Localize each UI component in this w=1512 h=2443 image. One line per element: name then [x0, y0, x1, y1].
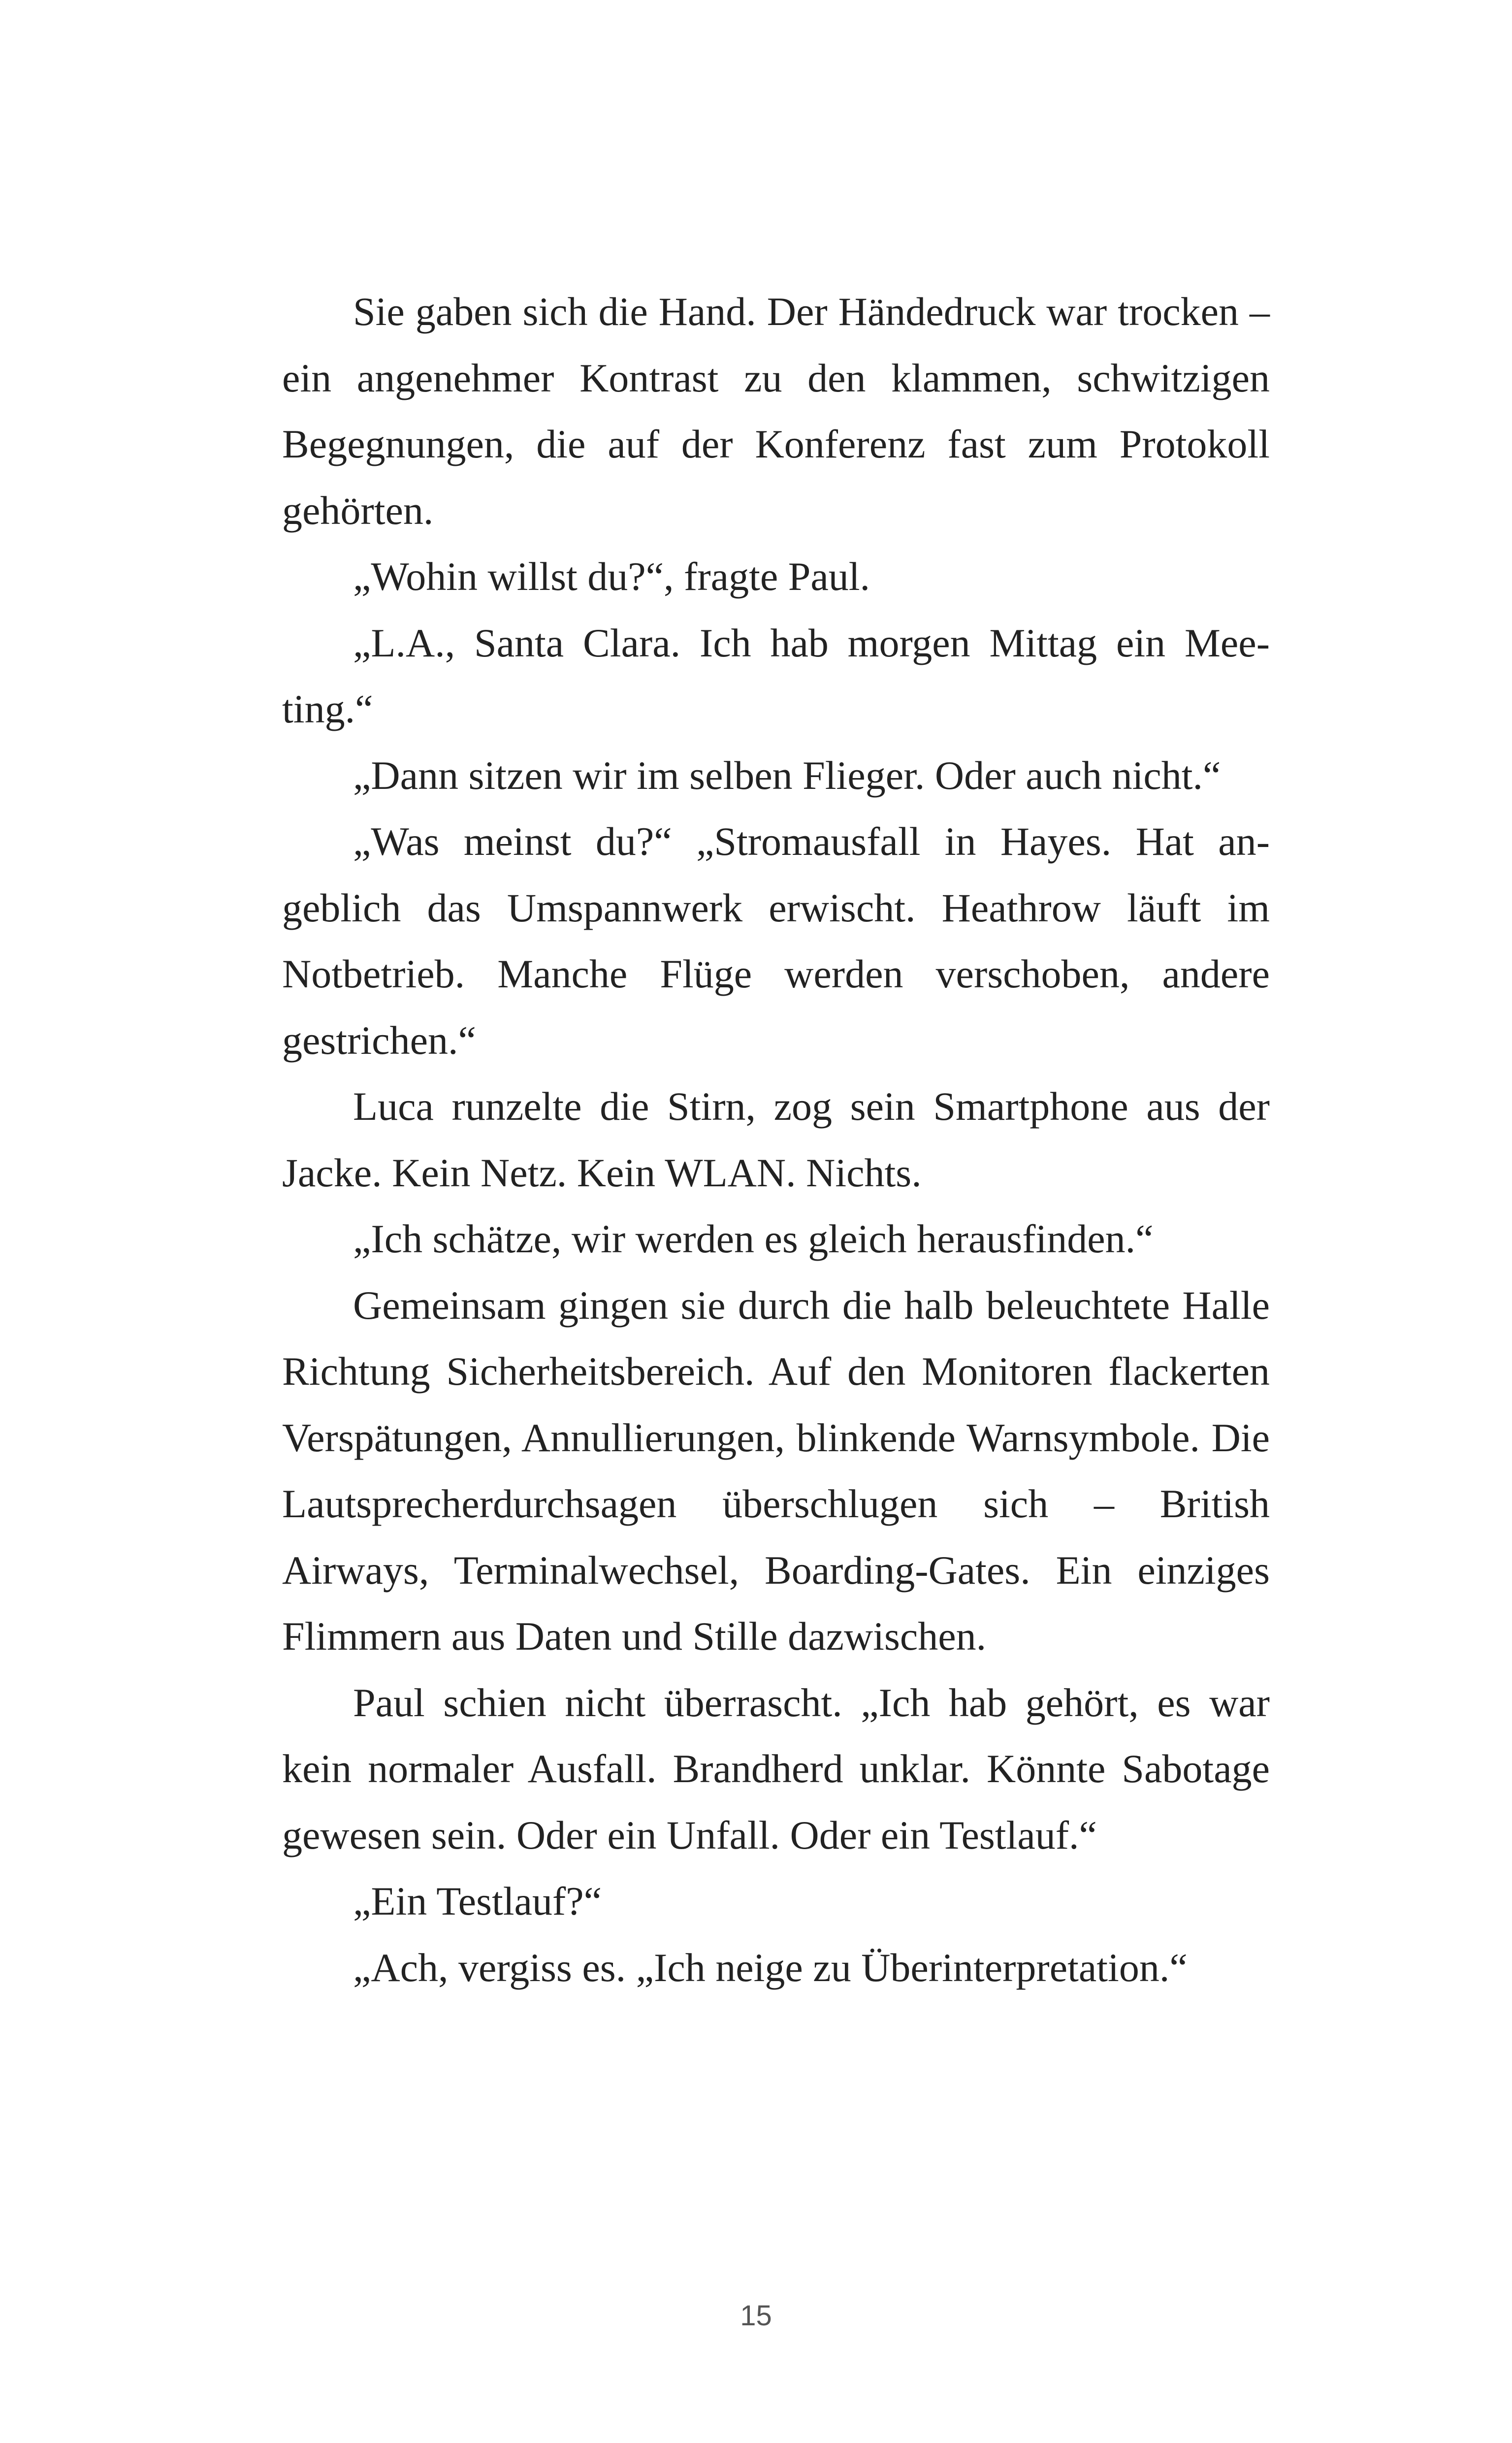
paragraph-forget-it: „Ach, vergiss es. „Ich neige zu Überinterpretation.“ [353, 1945, 1188, 1990]
paragraph-same-flight: „Dann sitzen wir im selben Flieger. Oder auch nicht.“ [353, 752, 1221, 798]
paragraph-find-out: „Ich schätze, wir werden es gleich herausfinden.“ [353, 1216, 1154, 1261]
paragraph-power-outage: „Was meinst du?“ „Stromausfall in Hayes. Hat angeblich das Umspannwerk erwischt. Heathrow läuft im Notbetrieb. Manche Flüge werden verschoben, andere gestrichen.“ [282, 819, 1270, 1063]
paragraph-test-run: „Ein Testlauf?“ [353, 1879, 602, 1923]
paragraph-where-to: „Wohin willst du?“, fragte Paul. [353, 554, 870, 599]
paragraph-terminal-hall: Gemeinsam gingen sie durch die halb beleuchtete Halle Richtung Sicherheitsbereich. Auf den Monitoren flackerten Verspätungen, Annullierungen, blinkende Warnsymbole. Die Lautsprecherdurchsagen überschlugen sich – British Airways, Terminalwechsel, Boarding-Gates. Ein einziges Flimmern aus Daten und Stille dazwischen. [282, 1282, 1270, 1659]
paragraph-smartphone: Luca runzelte die Stirn, zog sein Smartphone aus der Jacke. Kein Netz. Kein WLAN. Nichts. [282, 1084, 1270, 1195]
paragraph-not-normal: Paul schien nicht überrascht. „Ich hab gehört, es war kein normaler Ausfall. Brandherd unklar. Könnte Sabotage gewesen sein. Oder ein Unfall. Oder ein Testlauf.“ [282, 1680, 1270, 1857]
page-number: 15 [740, 2300, 772, 2332]
paragraph-handshake: Sie gaben sich die Hand. Der Händedruck war trocken – ein angenehmer Kontrast zu den klammen, schwitzigen Begegnungen, die auf der Konferenz fast zum Protokoll gehörten. [282, 289, 1270, 533]
body-text [282, 279, 1270, 2001]
paragraph-santa-clara: „L.A., Santa Clara. Ich hab morgen Mittag ein Meeting.“ [282, 620, 1270, 731]
